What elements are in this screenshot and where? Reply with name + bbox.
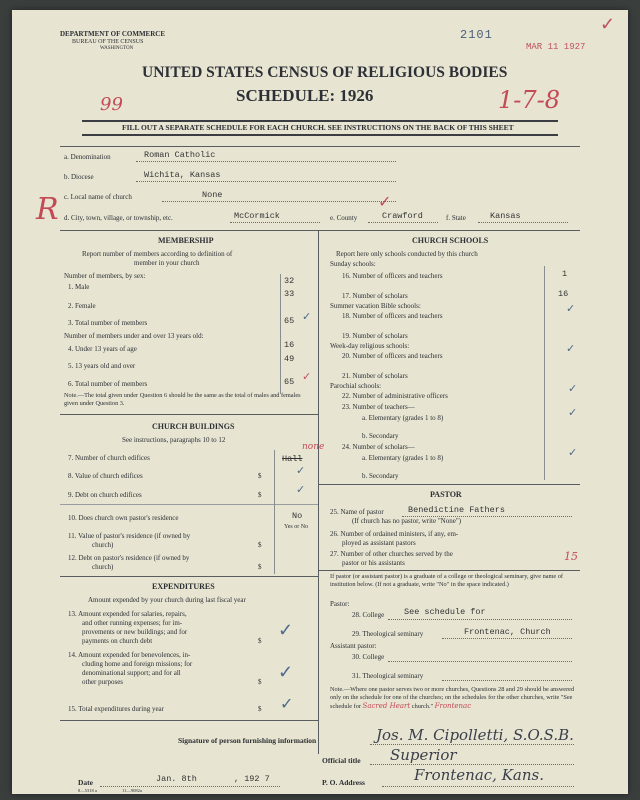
q25-hint: (If church has no pastor, write "None") bbox=[352, 517, 462, 525]
q4-value: 16 bbox=[284, 340, 295, 350]
received-stamp: MAR 11 1927 bbox=[526, 42, 586, 52]
q5-label: 5. 13 years old and over bbox=[68, 362, 136, 370]
check-mark-icon: ✓ bbox=[296, 484, 306, 496]
q1-value: 32 bbox=[284, 276, 295, 286]
q28-label: 28. College bbox=[352, 611, 385, 619]
q27-label-2: pastor or his assistants bbox=[342, 559, 405, 567]
q31-label: 31. Theological seminary bbox=[352, 672, 424, 680]
q7-handwritten: none bbox=[302, 442, 325, 452]
q18-label: 18. Number of officers and teachers bbox=[342, 312, 443, 320]
membership-intro-1: Report number of members according to definition of bbox=[82, 250, 233, 258]
q15-dollar: $ bbox=[258, 705, 262, 713]
q13-label-1: 13. Amount expended for salaries, repairs, bbox=[68, 610, 187, 618]
official-title-value: Superior bbox=[390, 746, 457, 764]
check-mark-icon: ✓ bbox=[600, 14, 616, 34]
q6-value: 65 bbox=[284, 377, 295, 387]
q29-value: Frontenac, Church bbox=[464, 627, 551, 637]
expenditures-sub: Amount expended by your church during last fiscal year bbox=[88, 596, 246, 604]
serial-number: 2101 bbox=[460, 28, 493, 42]
by-sex-heading: Number of members, by sex: bbox=[64, 272, 146, 280]
q7-label: 7. Number of church edifices bbox=[68, 454, 150, 462]
city-label-d: d. City, town, village, or township, etc. bbox=[64, 214, 173, 222]
q13-label-2: and other running expenses; for im- bbox=[82, 619, 183, 627]
denomination-value: Roman Catholic bbox=[144, 150, 216, 160]
college-note: If pastor (or assistant pastor) is a graduate of a college or theological seminary, give name of institution below. (If not a graduate, write "No" in the space indicated.) bbox=[330, 573, 564, 588]
q22-label: 22. Number of administrative officers bbox=[342, 392, 448, 400]
q27-value: 15 bbox=[564, 550, 578, 563]
q15-label: 15. Total expenditures during year bbox=[68, 705, 164, 713]
q10-label: 10. Does church own pastor's residence bbox=[68, 514, 179, 522]
city-value: McCormick bbox=[234, 211, 280, 221]
handwritten-number: 99 bbox=[100, 94, 123, 115]
q14-label-3: denominational support; and for all bbox=[82, 669, 181, 677]
check-mark-icon: ✓ bbox=[278, 620, 294, 640]
q12-label: 12. Debt on pastor's residence (if owned by bbox=[68, 554, 190, 562]
q12-dollar: $ bbox=[258, 563, 262, 571]
schedule-title: SCHEDULE: 1926 bbox=[236, 86, 374, 105]
check-mark-icon: ✓ bbox=[278, 662, 294, 682]
pastor-note-end: church." bbox=[411, 703, 434, 710]
q1-label: 1. Male bbox=[68, 283, 90, 291]
check-mark-icon: ✓ bbox=[568, 447, 578, 459]
county-value: Crawford bbox=[382, 211, 423, 221]
sunday-heading: Sunday schools: bbox=[330, 260, 376, 268]
q19-label: 19. Number of scholars bbox=[342, 332, 408, 340]
schools-heading: CHURCH SCHOOLS bbox=[412, 236, 489, 245]
q4-label: 4. Under 13 years of age bbox=[68, 345, 137, 353]
expenditures-heading: EXPENDITURES bbox=[152, 582, 215, 591]
signature-value: Jos. M. Cipolletti, S.O.S.B. bbox=[376, 726, 574, 744]
buildings-heading: CHURCH BUILDINGS bbox=[152, 422, 235, 431]
church-name-label: c. Local name of church bbox=[64, 193, 132, 201]
q17-label: 17. Number of scholars bbox=[342, 292, 408, 300]
q16-label: 16. Number of officers and teachers bbox=[342, 272, 443, 280]
weekday-heading: Week-day religious schools: bbox=[330, 342, 410, 350]
official-title-label: Official title bbox=[322, 756, 361, 765]
q24b-label: b. Secondary bbox=[362, 472, 399, 480]
form-title: UNITED STATES CENSUS OF RELIGIOUS BODIES bbox=[142, 64, 508, 81]
q9-dollar: $ bbox=[258, 491, 262, 499]
q28-value: See schedule for bbox=[404, 607, 486, 617]
membership-note: Note.—The total given under Question 6 should be the same as the total of males and females given under Question 3. bbox=[64, 392, 301, 407]
po-address-value: Frontenac, Kans. bbox=[414, 766, 544, 784]
date-year: , 192 7 bbox=[234, 774, 270, 784]
church-name-value: None bbox=[202, 190, 223, 200]
check-mark-icon: ✓ bbox=[302, 311, 312, 323]
q16-value: 1 bbox=[562, 269, 568, 279]
diocese-value: Wichita, Kansas bbox=[144, 170, 221, 180]
instruction-line: FILL OUT A SEPARATE SCHEDULE FOR EACH CHURCH. SEE INSTRUCTIONS ON THE BACK OF THIS SHEET bbox=[122, 123, 514, 132]
pastor-note-handwritten-2: Frontenac bbox=[434, 702, 472, 710]
q14-label-4: other purposes bbox=[82, 678, 124, 686]
bureau-label: BUREAU OF THE CENSUS bbox=[72, 39, 144, 45]
q8-label: 8. Value of church edifices bbox=[68, 472, 143, 480]
check-mark-icon: ✓ bbox=[296, 465, 306, 477]
q23a-label: a. Elementary (grades 1 to 8) bbox=[362, 414, 444, 422]
q17-value: 16 bbox=[558, 289, 569, 299]
membership-intro-2: member in your church bbox=[134, 259, 200, 267]
date-value: Jan. 8th bbox=[156, 774, 197, 784]
form-number: 8—5318 a bbox=[78, 788, 97, 793]
q24-label: 24. Number of scholars— bbox=[342, 443, 415, 451]
q13-label-3: provements or new buildings; and for bbox=[82, 628, 188, 636]
pastor-label: Pastor: bbox=[330, 600, 350, 608]
q9-label: 9. Debt on church edifices bbox=[68, 491, 142, 499]
q11-dollar: $ bbox=[258, 541, 262, 549]
q3-label: 3. Total number of members bbox=[68, 319, 148, 327]
q2-value: 33 bbox=[284, 289, 295, 299]
handwritten-code: 1-7-8 bbox=[498, 86, 561, 114]
pastor-note bbox=[330, 686, 580, 711]
age-heading: Number of members under and over 13 years old: bbox=[64, 332, 204, 340]
yes-no-hint: Yes or No bbox=[284, 524, 309, 530]
q2-label: 2. Female bbox=[68, 302, 96, 310]
q30-label: 30. College bbox=[352, 653, 385, 661]
q29-label: 29. Theological seminary bbox=[352, 630, 424, 638]
check-mark-icon: ✓ bbox=[568, 383, 578, 395]
county-check-icon: ✓ bbox=[378, 194, 392, 211]
q21-label: 21. Number of scholars bbox=[342, 372, 408, 380]
print-number: 11—9082a bbox=[122, 788, 142, 793]
q27-label-1: 27. Number of other churches served by the bbox=[330, 550, 453, 558]
q26-label-2: ployed as assistant pastors bbox=[342, 539, 416, 547]
check-mark-icon: ✓ bbox=[302, 371, 312, 383]
signature-label: Signature of person furnishing information bbox=[178, 736, 317, 745]
state-label: f. State bbox=[446, 214, 466, 222]
check-mark-icon: ✓ bbox=[280, 696, 294, 713]
q10-value: No bbox=[292, 511, 303, 521]
q25-label: 25. Name of pastor bbox=[330, 508, 384, 516]
county-label: e. County bbox=[330, 214, 358, 222]
assistant-label: Assistant pastor: bbox=[330, 642, 377, 650]
q6-label: 6. Total number of members bbox=[68, 380, 148, 388]
date-label: Date bbox=[78, 778, 93, 787]
vacation-heading: Summer vacation Bible schools: bbox=[330, 302, 421, 310]
city-label: WASHINGTON bbox=[100, 46, 134, 51]
pastor-heading: PASTOR bbox=[430, 490, 462, 499]
census-schedule-sheet bbox=[12, 10, 628, 794]
q24a-label: a. Elementary (grades 1 to 8) bbox=[362, 454, 444, 462]
parochial-heading: Parochial schools: bbox=[330, 382, 382, 390]
q23b-label: b. Secondary bbox=[362, 432, 399, 440]
q7-value: Hall bbox=[282, 454, 303, 464]
schools-sub: Report here only schools conducted by this church bbox=[336, 250, 478, 258]
q26-label-1: 26. Number of ordained ministers, if any, em- bbox=[330, 530, 459, 538]
q20-label: 20. Number of officers and teachers bbox=[342, 352, 443, 360]
q25-value: Benedictine Fathers bbox=[408, 505, 505, 515]
q14-dollar: $ bbox=[258, 678, 262, 686]
buildings-sub: See instructions, paragraphs 10 to 12 bbox=[122, 436, 226, 444]
q14-label-2: cluding home and foreign missions; for bbox=[82, 660, 193, 668]
check-mark-icon: ✓ bbox=[568, 407, 578, 419]
q3-value: 65 bbox=[284, 316, 295, 326]
pastor-note-text: Note.—Where one pastor serves two or more churches, Questions 28 and 29 should be answered only on the schedule for one of the churches; on the schedules for the other churches, write "See schedule for bbox=[330, 686, 575, 710]
check-mark-icon: ✓ bbox=[566, 303, 576, 315]
q11-label-2: church) bbox=[92, 541, 114, 549]
department-label: DEPARTMENT OF COMMERCE bbox=[60, 30, 166, 38]
pastor-note-handwritten: Sacred Heart bbox=[362, 702, 411, 710]
q5-value: 49 bbox=[284, 354, 295, 364]
q11-label: 11. Value of pastor's residence (if owned by bbox=[68, 532, 191, 540]
diocese-label: b. Diocese bbox=[64, 173, 94, 181]
po-address-label: P. O. Address bbox=[322, 778, 365, 787]
denomination-label: a. Denomination bbox=[64, 153, 111, 161]
q23-label: 23. Number of teachers— bbox=[342, 403, 415, 411]
membership-heading: MEMBERSHIP bbox=[158, 236, 214, 245]
q14-label-1: 14. Amount expended for benevolences, in- bbox=[68, 651, 191, 659]
check-mark-icon: ✓ bbox=[566, 343, 576, 355]
q13-dollar: $ bbox=[258, 637, 262, 645]
handwritten-r: R bbox=[36, 192, 59, 227]
q13-label-4: payments on church debt bbox=[82, 637, 153, 645]
state-value: Kansas bbox=[490, 211, 521, 221]
q12-label-2: church) bbox=[92, 563, 114, 571]
q8-dollar: $ bbox=[258, 472, 262, 480]
